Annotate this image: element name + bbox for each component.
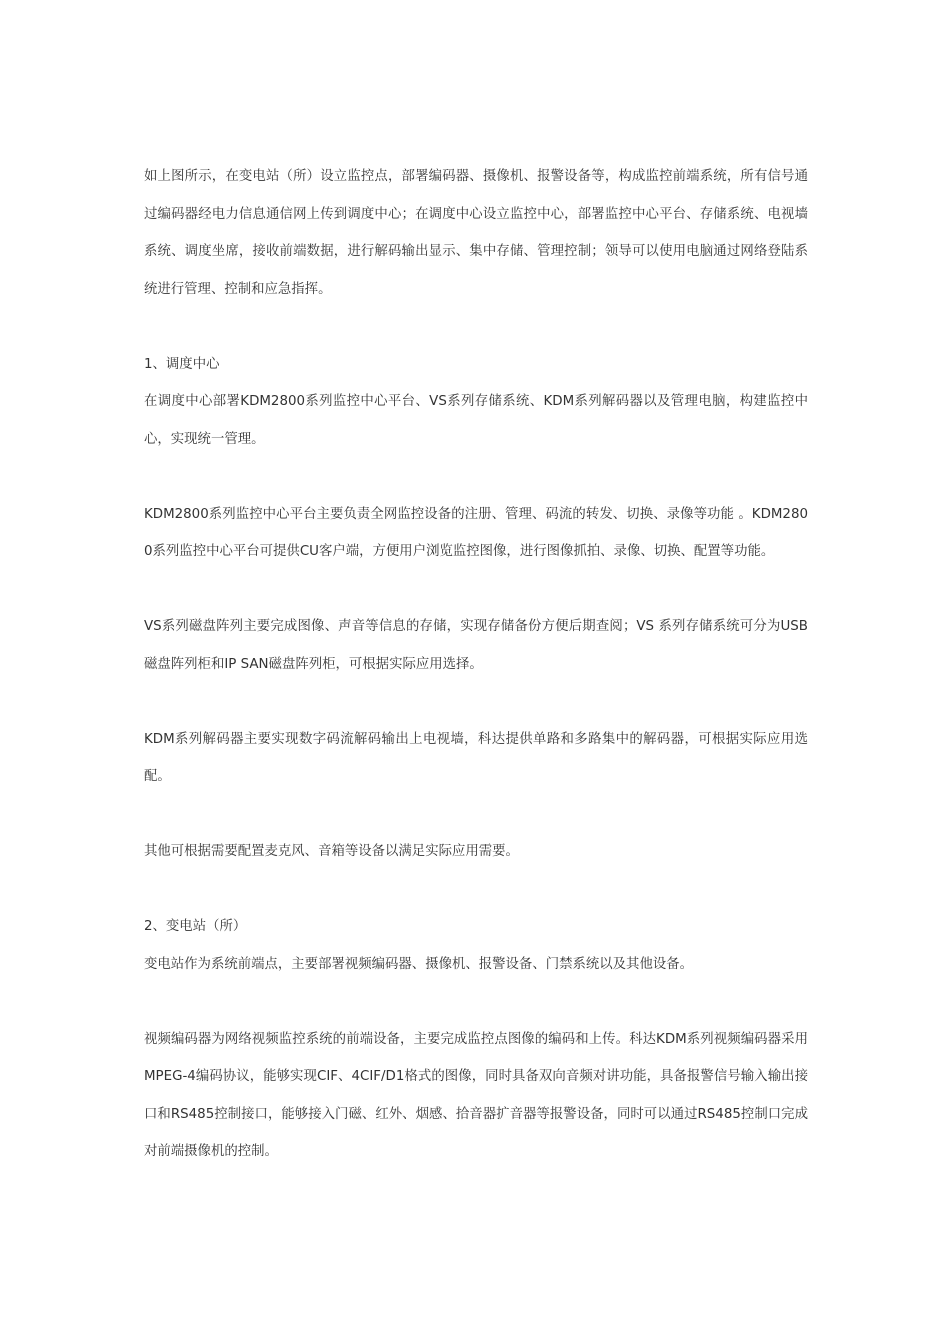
substation-paragraph: 变电站作为系统前端点，主要部署视频编码器、摄像机、报警设备、门禁系统以及其他设备。: [144, 956, 694, 972]
section-heading-dispatch-center: 1、调度中心: [144, 356, 220, 372]
encoder-paragraph: 视频编码器为网络视频监控系统的前端设备，主要完成监控点图像的编码和上传。科达KDM系列视频编码器采用MPEG-4编码协议，能够实现CIF、4CIF/D1格式的图像，同时具备双向音频对讲功能，具备报警信号输入输出接口和RS485控制接口，能够接入门磁、红外、烟感、拾音器扩音器等报警设备，同时可以通过RS485控制口完成对前端摄像机的控制。: [144, 1031, 808, 1159]
paragraph-gap: [144, 796, 808, 834]
paragraph-gap: [144, 871, 808, 909]
document-body: [144, 158, 808, 1171]
other-devices-paragraph: 其他可根据需要配置麦克风、音箱等设备以满足实际应用需要。: [144, 844, 519, 859]
paragraph-gap: [144, 983, 808, 1021]
paragraph-gap: [144, 308, 808, 346]
paragraph-gap: [144, 683, 808, 721]
decoder-paragraph: KDM系列解码器主要实现数字码流解码输出上电视墙，科达提供单路和多路集中的解码器，可根据实际应用选配。: [144, 731, 808, 784]
dispatch-center-paragraph: 在调度中心部署KDM2800系列监控中心平台、VS系列存储系统、KDM系列解码器以及管理电脑，构建监控中心，实现统一管理。: [144, 394, 808, 447]
paragraph-gap: [144, 571, 808, 609]
section-heading-substation: 2、变电站（所）: [144, 919, 247, 934]
paragraph-gap: [144, 458, 808, 496]
intro-paragraph: 如上图所示，在变电站（所）设立监控点，部署编码器、摄像机、报警设备等，构成监控前端系统，所有信号通过编码器经电力信息通信网上传到调度中心；在调度中心设立监控中心，部署监控中心平台、存储系统、电视墙系统、调度坐席，接收前端数据，进行解码输出显示、集中存储、管理控制；领导可以使用电脑通过网络登陆系统进行管理、控制和应急指挥。: [144, 169, 808, 297]
storage-paragraph: VS系列磁盘阵列主要完成图像、声音等信息的存储，实现存储备份方便后期查阅；VS 系列存储系统可分为USB磁盘阵列柜和IP SAN磁盘阵列柜，可根据实际应用选择。: [144, 619, 808, 672]
platform-paragraph: KDM2800系列监控中心平台主要负责全网监控设备的注册、管理、码流的转发、切换、录像等功能 。KDM2800系列监控中心平台可提供CU客户端，方便用户浏览监控图像，进行图像抓拍、录像、切换、配置等功能。: [144, 506, 808, 559]
